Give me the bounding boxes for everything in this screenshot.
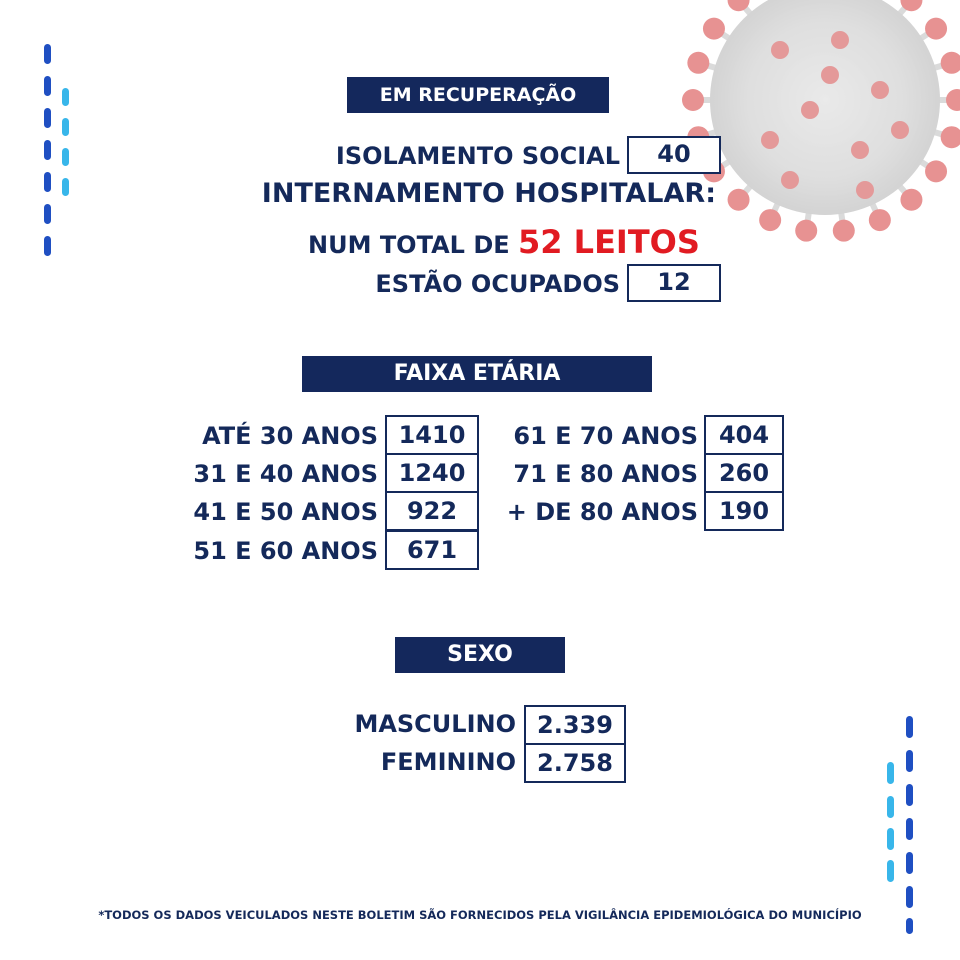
recovery-header: EM RECUPERAÇÃO xyxy=(347,77,609,113)
sex-row-value: 2.758 xyxy=(524,743,626,783)
age-row-label: 71 E 80 ANOS xyxy=(513,460,698,488)
occupied-label: ESTÃO OCUPADOS xyxy=(375,270,620,298)
age-row-label: + DE 80 ANOS xyxy=(506,498,698,526)
sex-header: SEXO xyxy=(395,637,565,673)
isolation-value: 40 xyxy=(627,136,721,174)
age-header: FAIXA ETÁRIA xyxy=(302,356,652,392)
occupied-value: 12 xyxy=(627,264,721,302)
total-beds-line xyxy=(308,222,700,265)
age-row-label: 51 E 60 ANOS xyxy=(193,537,378,565)
total-beds-value: 52 LEITOS xyxy=(518,223,700,261)
age-row-label: 41 E 50 ANOS xyxy=(193,498,378,526)
age-row-value: 404 xyxy=(704,415,784,455)
age-row-value: 922 xyxy=(385,491,479,531)
age-row-value: 1410 xyxy=(385,415,479,455)
isolation-label: ISOLAMENTO SOCIAL xyxy=(335,142,620,170)
age-row-label: 61 E 70 ANOS xyxy=(513,422,698,450)
coronavirus-illustration-icon xyxy=(660,0,960,260)
footnote: *TODOS OS DADOS VEICULADOS NESTE BOLETIM SÃO FORNECIDOS PELA VIGILÂNCIA EPIDEMIOLÓGICA DO MUNICÍPIO xyxy=(98,908,862,922)
hospitalization-label: INTERNAMENTO HOSPITALAR: xyxy=(261,178,716,209)
sex-row-label: MASCULINO xyxy=(354,710,516,738)
age-row-value: 671 xyxy=(385,530,479,570)
age-row-value: 1240 xyxy=(385,453,479,493)
age-row-label: 31 E 40 ANOS xyxy=(193,460,378,488)
age-row-label: ATÉ 30 ANOS xyxy=(202,422,378,450)
sex-row-value: 2.339 xyxy=(524,705,626,745)
age-row-value: 190 xyxy=(704,491,784,531)
total-beds-prefix: NUM TOTAL DE xyxy=(308,231,510,259)
age-row-value: 260 xyxy=(704,453,784,493)
sex-row-label: FEMININO xyxy=(380,748,516,776)
